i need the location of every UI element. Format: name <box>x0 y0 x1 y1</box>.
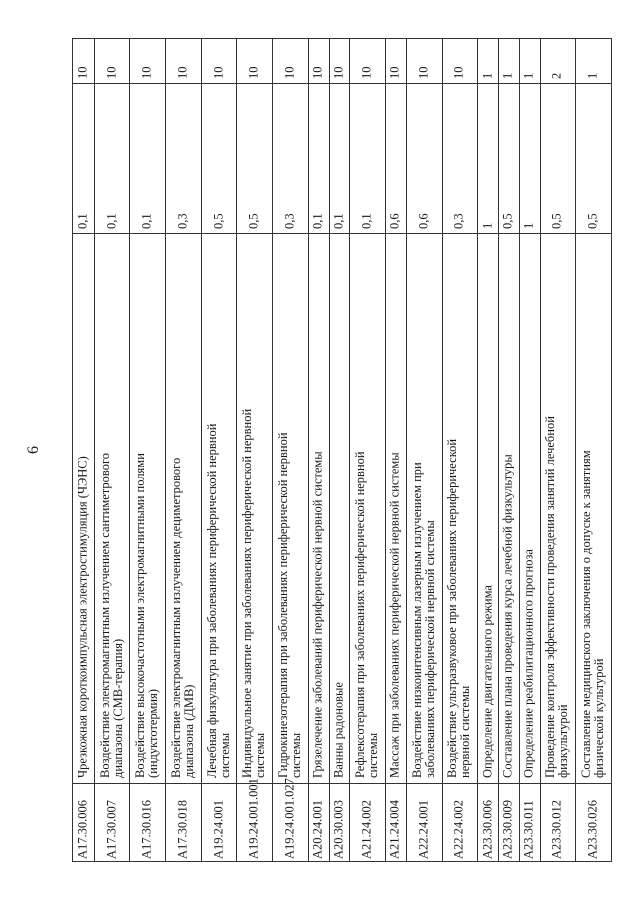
mult-cell-holder <box>73 39 94 83</box>
code-cell-holder <box>129 783 165 863</box>
service-name-cell <box>446 238 472 778</box>
service-name-line: Ванны радоновые <box>331 682 346 778</box>
freq-cell-holder <box>349 83 385 233</box>
freq-cell-holder <box>575 83 611 233</box>
service-code-cell: A20.24.001 <box>310 799 325 859</box>
freq-cell-holder <box>308 83 329 233</box>
multiplicity-cell: 10 <box>310 66 325 79</box>
table-row <box>540 39 576 861</box>
code-cell-holder <box>498 783 519 863</box>
freq-cell-holder <box>165 83 201 233</box>
service-name-line: системы <box>288 732 303 778</box>
service-name-line: Лечебная физкультура при заболеваниях периферической нервной <box>204 423 219 778</box>
name-cell-holder <box>575 233 611 783</box>
service-name-cell <box>333 238 346 778</box>
service-name-cell <box>134 238 160 778</box>
service-name-line: системы <box>366 732 381 778</box>
frequency-cell: 0,5 <box>211 213 226 229</box>
table-row <box>498 39 519 861</box>
service-name-line: Воздействие электромагнитным излучением дециметрового <box>168 457 183 778</box>
freq-cell-holder <box>94 83 130 233</box>
frequency-cell: 0,3 <box>175 213 190 229</box>
table-row <box>165 39 201 861</box>
service-name-cell <box>580 238 606 778</box>
frequency-cell: 0,1 <box>359 213 374 229</box>
multiplicity-cell: 1 <box>480 72 495 79</box>
freq-cell-holder <box>329 83 350 233</box>
service-code-cell: A19.24.001.027 <box>282 778 297 859</box>
frequency-cell: 0,1 <box>104 213 119 229</box>
service-name-cell <box>312 238 325 778</box>
freq-cell-holder <box>540 83 576 233</box>
service-code-cell: A17.30.007 <box>104 799 119 859</box>
table-row <box>519 39 540 861</box>
multiplicity-cell: 1 <box>500 72 515 79</box>
mult-cell-holder <box>272 39 308 83</box>
frequency-cell: 0,1 <box>75 213 90 229</box>
multiplicity-cell: 10 <box>331 66 346 79</box>
table-row <box>442 39 478 861</box>
freq-cell-holder <box>498 83 519 233</box>
name-cell-holder <box>94 233 130 783</box>
freq-cell-holder <box>385 83 406 233</box>
multiplicity-cell: 10 <box>387 66 402 79</box>
service-name-line: Составление медицинского заключения о допуске к занятиям <box>579 450 594 778</box>
service-name-line: Составление плана проведения курса лечебной физкультуры <box>500 454 515 778</box>
code-cell-holder <box>575 783 611 863</box>
multiplicity-cell: 10 <box>451 66 466 79</box>
mult-cell-holder <box>575 39 611 83</box>
freq-cell-holder <box>129 83 165 233</box>
service-code-cell: A23.30.006 <box>480 799 495 859</box>
freq-cell-holder <box>519 83 540 233</box>
frequency-cell: 0,5 <box>246 213 261 229</box>
freq-cell-holder <box>73 83 94 233</box>
multiplicity-cell: 10 <box>75 66 90 79</box>
code-cell-holder <box>236 778 272 863</box>
freq-cell-holder <box>442 83 478 233</box>
service-name-cell <box>502 238 515 778</box>
service-name-cell <box>354 238 380 778</box>
service-name-line: Гидрокинезотерапия при заболеваниях периферической нервной <box>275 432 290 778</box>
mult-cell-holder <box>236 39 272 83</box>
service-code-cell: A22.24.001 <box>416 799 431 859</box>
service-name-cell <box>206 238 232 778</box>
name-cell-holder <box>519 233 540 783</box>
service-name-cell <box>523 238 536 778</box>
table-row <box>73 39 94 861</box>
service-name-line: Определение двигательного режима <box>480 585 495 778</box>
name-cell-holder <box>308 233 329 783</box>
name-cell-holder <box>236 233 272 783</box>
service-code-cell: A23.30.009 <box>500 799 515 859</box>
name-cell-holder <box>349 233 385 783</box>
table-row <box>236 39 272 861</box>
service-code-cell: A23.30.012 <box>549 799 564 859</box>
mult-cell-holder <box>94 39 130 83</box>
frequency-cell: 1 <box>521 222 536 229</box>
service-name-cell <box>170 238 196 778</box>
service-code-cell: A17.30.016 <box>139 799 154 859</box>
mult-cell-holder <box>385 39 406 83</box>
code-cell-holder <box>308 783 329 863</box>
service-code-cell: A21.24.002 <box>359 799 374 859</box>
freq-cell-holder <box>406 83 442 233</box>
mult-cell-holder <box>442 39 478 83</box>
code-cell-holder <box>540 783 576 863</box>
freq-cell-holder <box>272 83 308 233</box>
frequency-cell: 1 <box>480 222 495 229</box>
code-cell-holder <box>94 783 130 863</box>
service-name-line: диапазона (ДМВ) <box>181 684 196 778</box>
service-name-line: физической культурой <box>592 658 607 778</box>
freq-cell-holder <box>477 83 498 233</box>
service-name-cell <box>389 238 402 778</box>
name-cell-holder <box>498 233 519 783</box>
service-code-cell: A23.30.026 <box>585 799 600 859</box>
service-name-cell <box>481 238 494 778</box>
frequency-cell: 0,5 <box>549 213 564 229</box>
name-cell-holder <box>477 233 498 783</box>
table-row <box>575 39 611 861</box>
frequency-cell: 0,6 <box>387 213 402 229</box>
mult-cell-holder <box>540 39 576 83</box>
table-row <box>385 39 406 861</box>
name-cell-holder <box>73 233 94 783</box>
service-name-line: диапазона (СМВ-терапия) <box>110 638 125 778</box>
code-cell-holder <box>349 783 385 863</box>
multiplicity-cell: 1 <box>521 72 536 79</box>
frequency-cell: 0,1 <box>331 213 346 229</box>
mult-cell-holder <box>519 39 540 83</box>
service-code-cell: A17.30.006 <box>75 799 90 859</box>
table-row <box>272 39 308 861</box>
service-name-cell <box>277 238 303 778</box>
mult-cell-holder <box>129 39 165 83</box>
frequency-cell: 0,5 <box>500 213 515 229</box>
service-name-line: Индивидуальное занятие при заболеваниях периферической нервной <box>240 408 255 778</box>
name-cell-holder <box>129 233 165 783</box>
service-code-cell: A19.24.001 <box>211 799 226 859</box>
code-cell-holder <box>329 783 350 863</box>
page-number: 6 <box>25 446 42 454</box>
mult-cell-holder <box>165 39 201 83</box>
table-row <box>477 39 498 861</box>
code-cell-holder <box>406 783 442 863</box>
multiplicity-cell: 10 <box>175 66 190 79</box>
service-name-line: Чрезкожная короткоимпульсная электростимуляция (ЧЭНС) <box>75 456 90 778</box>
service-code-cell: A23.30.011 <box>521 800 536 859</box>
name-cell-holder <box>385 233 406 783</box>
name-cell-holder <box>201 233 237 783</box>
frequency-cell: 0,6 <box>416 213 431 229</box>
name-cell-holder <box>165 233 201 783</box>
multiplicity-cell: 10 <box>282 66 297 79</box>
frequency-cell: 0,1 <box>139 213 154 229</box>
mult-cell-holder <box>201 39 237 83</box>
mult-cell-holder <box>349 39 385 83</box>
frequency-cell: 0,1 <box>310 213 325 229</box>
service-name-cell <box>544 238 570 778</box>
service-name-line: (индуктотермия) <box>146 688 161 778</box>
service-name-line: Воздействие ультразвуковое при заболеваниях периферической <box>445 438 460 778</box>
service-name-line: системы <box>217 732 232 778</box>
services-table <box>72 38 612 862</box>
multiplicity-cell: 10 <box>416 66 431 79</box>
service-name-line: Рефлексотерапия при заболеваниях периферической нервной <box>353 451 368 778</box>
multiplicity-cell: 10 <box>359 66 374 79</box>
frequency-cell: 0,3 <box>282 213 297 229</box>
service-name-line: Воздействие высокочастотными электромагнитными полями <box>133 453 148 778</box>
service-name-line: системы <box>253 732 268 778</box>
code-cell-holder <box>165 783 201 863</box>
multiplicity-cell: 10 <box>104 66 119 79</box>
service-name-line: физкультурой <box>556 704 571 778</box>
name-cell-holder <box>540 233 576 783</box>
mult-cell-holder <box>498 39 519 83</box>
service-name-line: заболеваниях периферической нервной системы <box>422 520 437 778</box>
code-cell-holder <box>73 783 94 863</box>
freq-cell-holder <box>201 83 237 233</box>
table-row <box>349 39 385 861</box>
multiplicity-cell: 1 <box>585 72 600 79</box>
mult-cell-holder <box>406 39 442 83</box>
name-cell-holder <box>442 233 478 783</box>
service-name-line: Определение реабилитационного прогноза <box>521 549 536 778</box>
service-code-cell: A20.30.003 <box>331 799 346 859</box>
service-name-line: Массаж при заболеваниях периферической нервной системы <box>387 452 402 778</box>
mult-cell-holder <box>329 39 350 83</box>
table-row <box>329 39 350 861</box>
code-cell-holder <box>272 778 308 863</box>
mult-cell-holder <box>308 39 329 83</box>
code-cell-holder <box>477 783 498 863</box>
table-row <box>201 39 237 861</box>
service-code-cell: A17.30.018 <box>175 799 190 859</box>
service-name-line: Грязелечение заболеваний периферической нервной системы <box>310 451 325 778</box>
code-cell-holder <box>442 783 478 863</box>
service-name-line: Воздействие низкоинтенсивным лазерным излучением при <box>409 462 424 778</box>
multiplicity-cell: 10 <box>211 66 226 79</box>
multiplicity-cell: 2 <box>549 72 564 79</box>
frequency-cell: 0,3 <box>451 213 466 229</box>
multiplicity-cell: 10 <box>246 66 261 79</box>
name-cell-holder <box>329 233 350 783</box>
name-cell-holder <box>406 233 442 783</box>
service-name-cell <box>99 238 125 778</box>
service-name-line: нервной системы <box>458 685 473 778</box>
table-row <box>308 39 329 861</box>
table-row <box>94 39 130 861</box>
freq-cell-holder <box>236 83 272 233</box>
name-cell-holder <box>272 233 308 783</box>
mult-cell-holder <box>477 39 498 83</box>
multiplicity-cell: 10 <box>139 66 154 79</box>
frequency-cell: 0,5 <box>585 213 600 229</box>
table-row <box>129 39 165 861</box>
service-name-line: Проведение контроля эффективности проведения занятий лечебной <box>543 416 558 778</box>
service-code-cell: A22.24.002 <box>451 799 466 859</box>
service-code-cell: A21.24.004 <box>387 799 402 859</box>
service-name-line: Воздействие электромагнитным излучением сантиметрового <box>97 452 112 778</box>
code-cell-holder <box>519 783 540 863</box>
table-row <box>406 39 442 861</box>
code-cell-holder <box>201 783 237 863</box>
service-name-cell <box>241 238 267 778</box>
service-code-cell: A19.24.001.001 <box>246 778 261 859</box>
code-cell-holder <box>385 783 406 863</box>
service-name-cell <box>411 238 437 778</box>
service-name-cell <box>77 238 90 778</box>
